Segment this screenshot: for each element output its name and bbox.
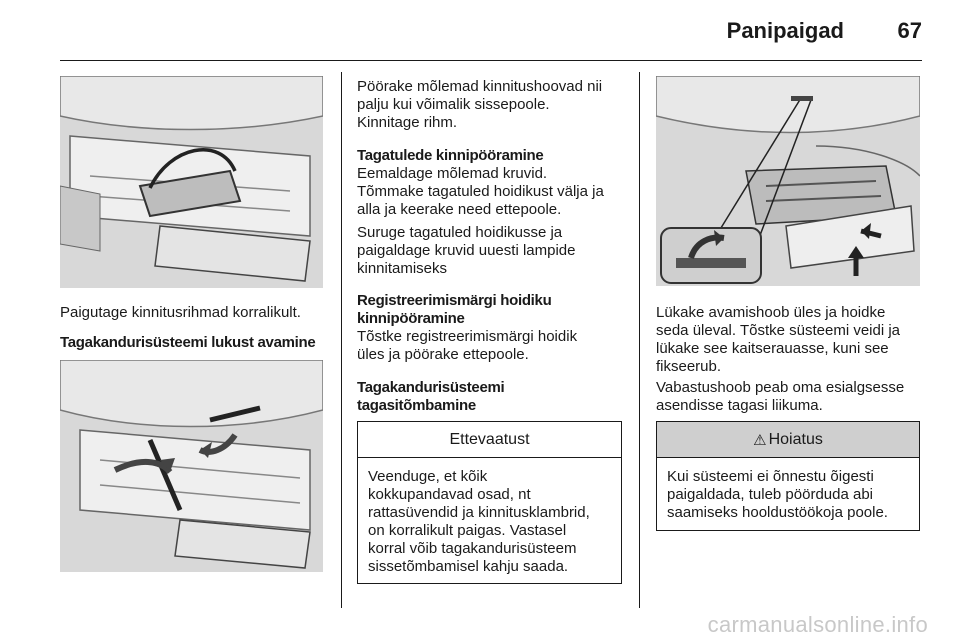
warning-title: Hoiatus bbox=[768, 430, 823, 448]
text-line: kinnitamiseks bbox=[357, 260, 448, 277]
paragraph-release-lever bbox=[656, 304, 931, 376]
text-line: paigaldada, tuleb pöörduda abi bbox=[667, 486, 874, 503]
text-line: tagasitõmbamine bbox=[357, 397, 476, 414]
page-title: Panipaigad bbox=[726, 18, 844, 43]
caution-body bbox=[358, 458, 621, 576]
caution-box bbox=[357, 421, 622, 584]
paragraph-plate-holder bbox=[357, 328, 632, 364]
watermark: carmanualsonline.info bbox=[707, 612, 928, 637]
paragraph-levers bbox=[357, 78, 632, 132]
text-line: Suruge tagatuled hoidikusse ja bbox=[357, 224, 563, 241]
column-divider-right bbox=[639, 72, 640, 608]
illustration-retract bbox=[656, 76, 920, 286]
text-line: kinnipööramine bbox=[357, 310, 465, 327]
text-line: asendisse tagasi liikuma. bbox=[656, 397, 823, 414]
heading-retract bbox=[357, 379, 632, 415]
paragraph-taillights-refit bbox=[357, 224, 632, 278]
text-line: üles ja pöörake ettepoole. bbox=[357, 346, 529, 363]
text-line: Pöörake mõlemad kinnitushoovad nii bbox=[357, 78, 603, 95]
text-line: Eemaldage mõlemad kruvid. bbox=[357, 165, 548, 182]
text-line: Tagakandurisüsteemi bbox=[357, 379, 505, 396]
illustration-unlock bbox=[60, 360, 323, 572]
text-line: seda üleval. Tõstke süsteemi veidi ja bbox=[656, 322, 901, 339]
illustration-straps bbox=[60, 76, 323, 288]
heading-taillights: Tagatulede kinnipööramine bbox=[357, 147, 544, 164]
text-line: fikseerub. bbox=[656, 358, 722, 375]
text-line: Kui süsteemi ei õnnestu õigesti bbox=[667, 468, 874, 485]
text-line: Tõstke registreerimismärgi hoidik bbox=[357, 328, 578, 345]
paragraph-taillights-remove bbox=[357, 165, 632, 219]
text-line: Lükake avamishoob üles ja hoidke bbox=[656, 304, 886, 321]
column-divider-left bbox=[341, 72, 342, 608]
text-line: sissetõmbamisel kahju saada. bbox=[368, 558, 569, 575]
text-line: Registreerimismärgi hoidiku bbox=[357, 292, 552, 309]
page-number: 67 bbox=[897, 18, 922, 43]
text-line: lükake see kaitserauasse, kuni see bbox=[656, 340, 889, 357]
warning-header bbox=[657, 422, 919, 458]
text-line: Veenduge, et kõik bbox=[368, 468, 488, 485]
heading-plate-holder bbox=[357, 292, 632, 328]
warning-box bbox=[656, 421, 920, 531]
paragraph-lever-return bbox=[656, 379, 931, 415]
text-line: Vabastushoob peab oma esialgsesse bbox=[656, 379, 905, 396]
header-divider bbox=[60, 60, 922, 61]
text-line: alla ja keerake need ettepoole. bbox=[357, 201, 562, 218]
text-line: kokkupandavad osad, nt bbox=[368, 486, 531, 503]
heading-unlock: Tagakandurisüsteemi lukust avamine bbox=[60, 334, 316, 351]
text-line: on korralikult paigas. Vastasel bbox=[368, 522, 567, 539]
text-line: Tõmmake tagatuled hoidikust välja ja bbox=[357, 183, 604, 200]
warning-triangle-icon: ⚠ bbox=[753, 431, 767, 449]
text-line: palju kui võimalik sissepoole. bbox=[357, 96, 550, 113]
text-line: rattasüvendid ja kinnitusklambrid, bbox=[368, 504, 590, 521]
caution-title: Ettevaatust bbox=[358, 422, 621, 458]
text-line: paigaldage kruvid uuesti lampide bbox=[357, 242, 576, 259]
warning-body bbox=[657, 458, 919, 522]
text-line: saamiseks hooldustöökoja poole. bbox=[667, 504, 888, 521]
caption-straps: Paigutage kinnitusrihmad korralikult. bbox=[60, 304, 301, 321]
text-line: korral võib tagakandurisüsteem bbox=[368, 540, 577, 557]
text-line: Kinnitage rihm. bbox=[357, 114, 458, 131]
